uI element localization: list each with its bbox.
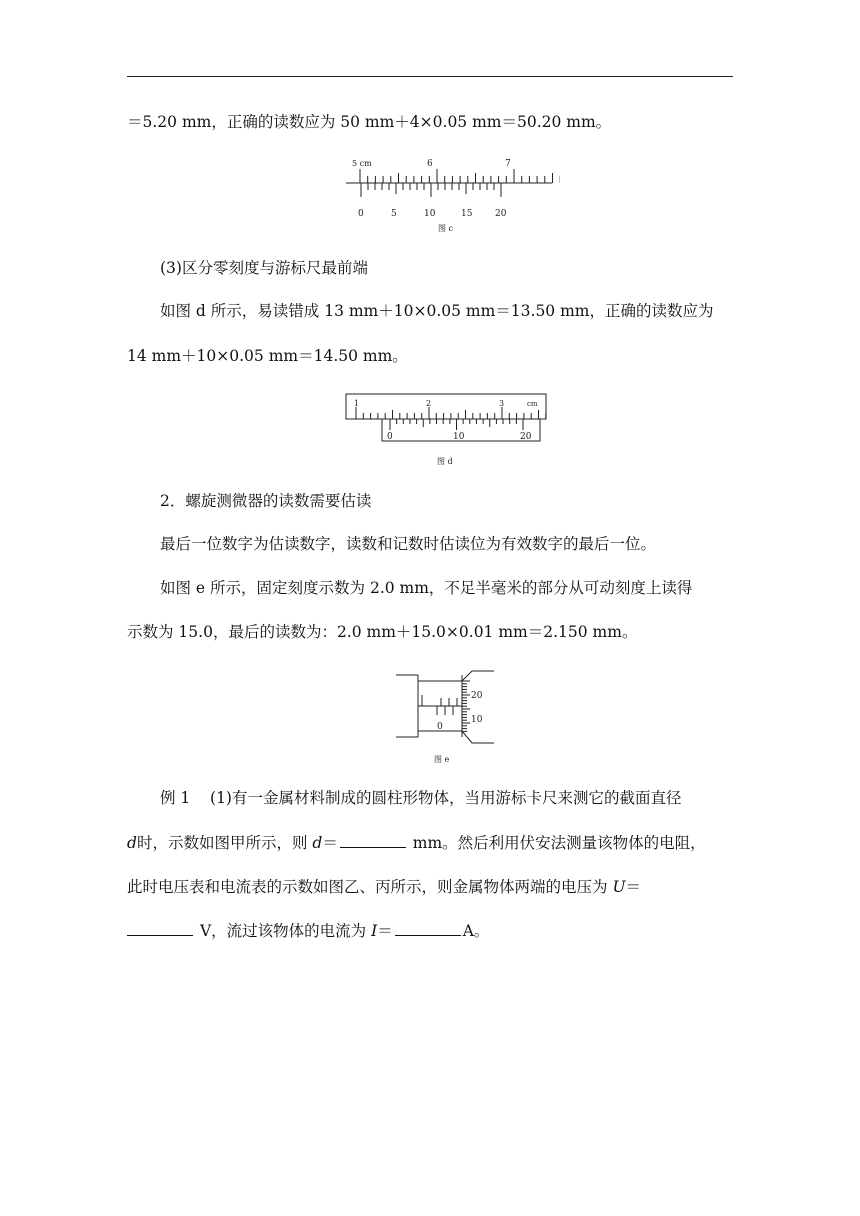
figure-c-vernier-label: 20 [495, 209, 507, 219]
answer-blank-d[interactable] [340, 833, 406, 848]
example-text: A。 [462, 922, 490, 940]
example-text: V，流过该物体的电流为 [199, 922, 367, 940]
text-line-3a: 如图 d 所示，易读错成 13 mm＋10×0.05 mm＝13.50 mm，正确的读数应为 [160, 302, 714, 320]
text-line-1: ＝5.20 mm，正确的读数应为 50 mm＋4×0.05 mm＝50.20 mm。 [127, 113, 612, 131]
heading-2: 2．螺旋测微器的读数需要估读 [160, 492, 372, 510]
var-i: I [371, 922, 378, 940]
figure-d-vernier-label: 20 [520, 432, 532, 442]
var-u: U [612, 878, 626, 896]
figure-d-caption: 图 d [437, 457, 453, 466]
figure-e-sleeve-label: 0 [437, 722, 443, 732]
example-text: mm。然后利用伏安法测量该物体的电阻， [412, 834, 706, 852]
equals-sign: ＝ [322, 834, 338, 852]
figure-c-vernier [340, 152, 560, 234]
figure-c-main-ticks [360, 169, 560, 183]
example-line-4 [127, 921, 489, 941]
figure-e-thimble-label: 10 [471, 715, 483, 725]
figure-d-main-label: 3 [499, 399, 505, 408]
answer-blank-i[interactable] [395, 921, 461, 936]
figure-d-vernier [344, 392, 550, 472]
figure-c-main-label: 6 [427, 159, 433, 169]
figure-e-caption: 图 e [434, 755, 450, 764]
example-text: 时，示数如图甲所示，则 [136, 834, 308, 852]
text-line-5a: 如图 e 所示，固定刻度示数为 2.0 mm，不足半毫米的部分从可动刻度上读得 [160, 579, 693, 597]
figure-d-vernier-label: 10 [453, 432, 465, 442]
figure-c-caption: 图 c [438, 224, 454, 233]
figure-c-vernier-label: 15 [461, 209, 473, 219]
figure-d-main-ticks [356, 407, 546, 419]
text-line-4: 最后一位数字为估读数字，读数和记数时估读位为有效数字的最后一位。 [160, 535, 657, 553]
example-text: 此时电压表和电流表的示数如图乙、丙所示，则金属物体两端的电压为 [127, 878, 608, 896]
figure-c-vernier-label: 10 [424, 209, 436, 219]
figure-c-vernier-label: 0 [358, 209, 364, 219]
example-line-1 [160, 788, 681, 808]
figure-e-thimble-ticks [462, 681, 470, 731]
text-line-5b: 示数为 15.0，最后的读数为：2.0 mm＋15.0×0.01 mm＝2.150 mm。 [127, 623, 638, 641]
equals-sign: ＝ [377, 922, 393, 940]
equals-sign: ＝ [625, 878, 642, 896]
figure-d-vernier-label: 0 [387, 432, 393, 442]
figure-d-main-label: 1 [354, 399, 360, 408]
figure-c-main-label: 7 [505, 159, 511, 169]
figure-c-main-label: 5 cm [352, 159, 372, 168]
figure-d-main-label: 2 [426, 399, 432, 408]
var-d: d [312, 834, 323, 852]
figure-d-vernier-ticks [390, 419, 523, 430]
header-rule [127, 76, 733, 77]
figure-c-vernier-ticks [361, 183, 501, 197]
example-line-2 [127, 833, 706, 853]
example-line-3 [127, 877, 641, 897]
heading-3: (3)区分零刻度与游标尺最前端 [160, 259, 368, 277]
figure-d-main-label: cm [527, 400, 538, 408]
example-part1-text: (1)有一金属材料制成的圆柱形物体，当用游标卡尺来测它的截面直径 [210, 789, 682, 807]
text-line-3b: 14 mm＋10×0.05 mm＝14.50 mm。 [127, 347, 408, 365]
var-d: d [127, 834, 137, 852]
example-label: 例 1 [160, 789, 191, 807]
figure-e-micrometer [394, 665, 498, 767]
answer-blank-u[interactable] [127, 921, 193, 936]
figure-c-vernier-label: 5 [391, 209, 397, 219]
figure-e-thimble-label: 20 [471, 691, 483, 701]
